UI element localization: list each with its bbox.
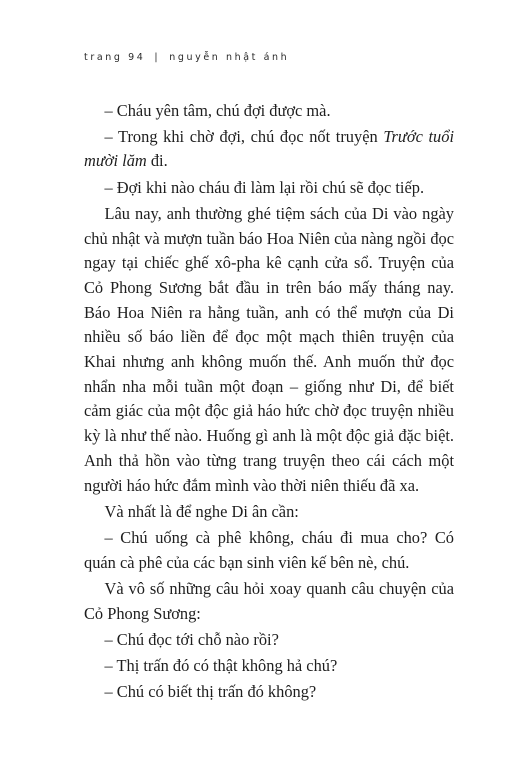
dialogue-line: – Thị trấn đó có thật không hả chú? — [104, 655, 338, 675]
header-separator: | — [154, 52, 161, 63]
running-head — [84, 52, 289, 63]
dialogue-line: – Cháu yên tâm, chú đợi được mà. — [104, 100, 331, 120]
author-name: nguyễn nhật ánh — [169, 52, 290, 63]
book-title: Trước tuổi mười lăm — [84, 126, 454, 171]
page-number: trang 94 — [84, 52, 146, 63]
narrative-paragraph: Và nhất là để nghe Di ân cần: — [104, 501, 299, 521]
dialogue-line: – Chú có biết thị trấn đó không? — [104, 682, 317, 702]
dialogue-text: đi. — [146, 151, 168, 171]
narrative-paragraph: Lâu nay, anh thường ghé tiệm sách của Di vào ngày chủ nhật và mượn tuần báo Hoa Niên của nàng ngồi đọc ngay tại chiếc ghế xô-pha kê cạnh cửa sổ. Truyện của Cỏ Phong Sương bắt đầu in trên báo mấy tháng nay. Báo Hoa Niên ra hằng tuần, anh có thể mượn của Di nhiều số báo liền để đọc một mạch thiên truyện của Khai nhưng anh không muốn thế. Anh muốn thử đọc nhẩn nha mỗi tuần một đoạn – giống như Di, để biết cảm giác của một độc giả háo hức chờ đọc truyện nhiều kỳ là như thế nào. Huống gì anh là một độc giả đặc biệt. Anh thả hồn vào từng trang truyện theo cái cách một người háo hức đắm mình vào thời niên thiếu đã xa. — [84, 203, 454, 495]
dialogue-line: – Chú đọc tới chỗ nào rồi? — [104, 629, 279, 649]
body-text — [84, 97, 454, 705]
dialogue-line: – Đợi khi nào cháu đi làm lại rồi chú sẽ đọc tiếp. — [104, 177, 425, 197]
dialogue-line: – Chú uống cà phê không, cháu đi mua cho? Có quán cà phê của các bạn sinh viên kế bên nè, chú. — [84, 527, 454, 572]
dialogue-line — [84, 125, 454, 174]
dialogue-text: – Trong khi chờ đợi, chú đọc nốt truyện — [104, 126, 384, 146]
narrative-paragraph: Và vô số những câu hỏi xoay quanh câu chuyện của Cỏ Phong Sương: — [84, 578, 454, 623]
